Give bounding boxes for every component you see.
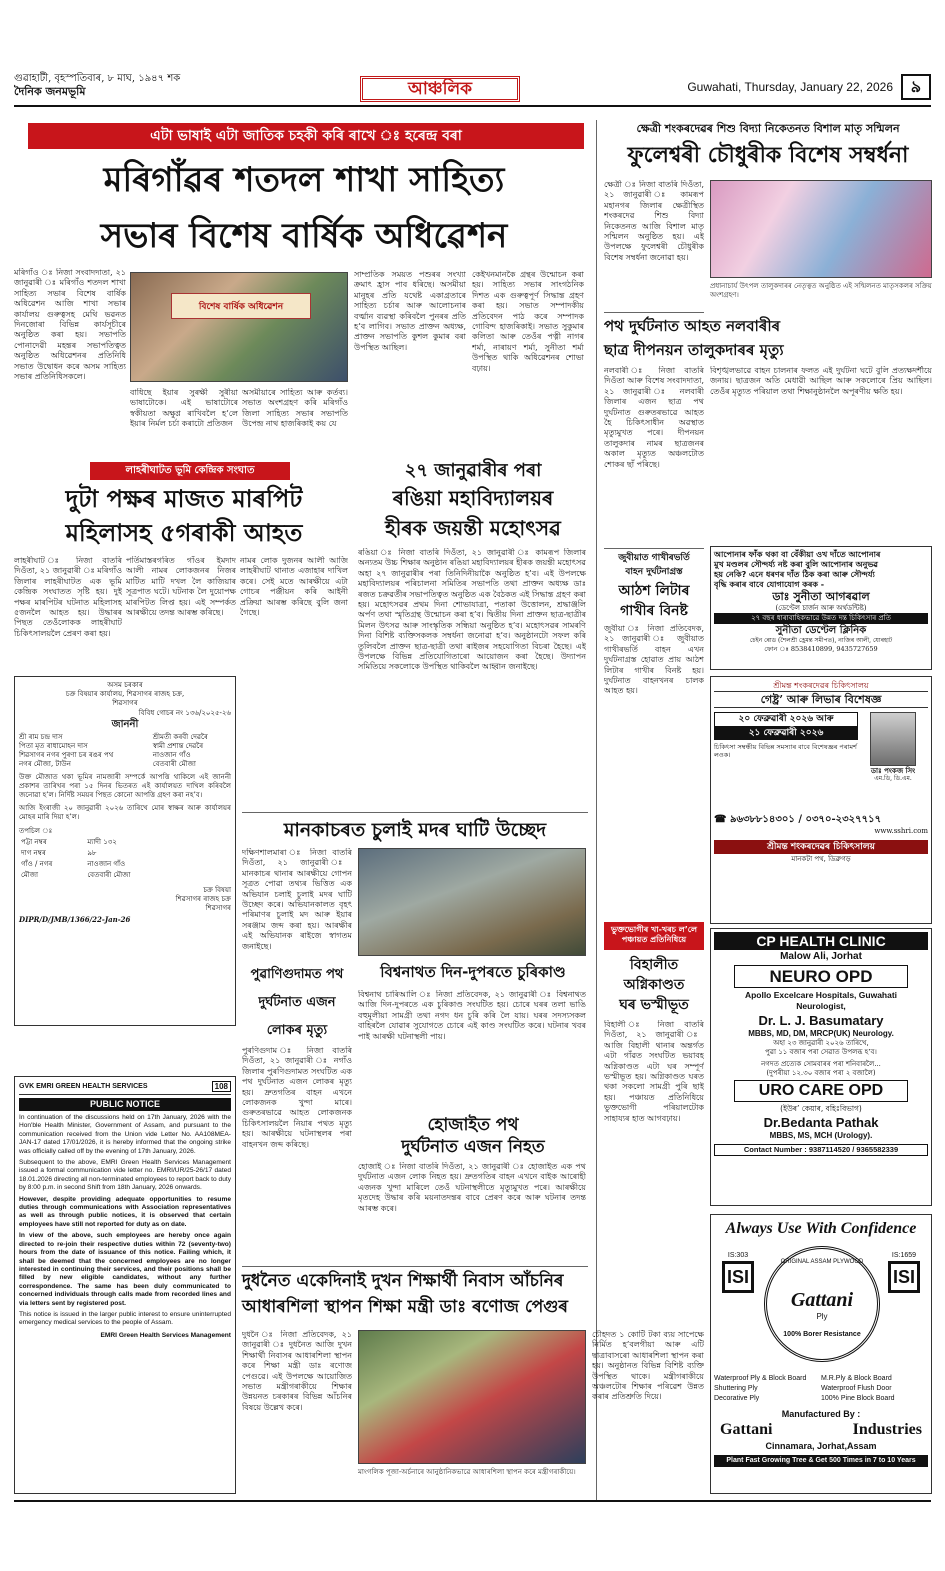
story5-headline-2: দুৰ্ঘটনাত এজন: [258, 995, 336, 1010]
isi-mark-icon: ISI: [722, 1261, 754, 1293]
table-cell: শিৱসাগৰ নগৰ পুৰণা চৰ ৰঙৰ পথ: [19, 751, 114, 759]
gastro-ad-date-1: ২০ ফেব্ৰুৱাৰী ২০২৬ আৰু: [714, 712, 858, 727]
notice-schedule-label: তপচিল ঃ: [19, 827, 53, 835]
doctor-photo: [870, 712, 916, 766]
top-rule: [14, 105, 931, 107]
table-cell: ম্যাদী ১৩২: [87, 838, 117, 846]
cp-ad-degree-1: MBBS, MD, DM, MRCP(UK) Neurology.: [748, 1029, 894, 1038]
lead-kicker: এটা ভাষাই এটা জাতিক চহকী কৰি ৰাখে ঃ হৰেন্দ্ৰ বৰা: [28, 123, 584, 149]
dental-ad-clinic: সুনীতা ডেণ্টেল ক্লিনিক: [775, 625, 867, 636]
story11-body-1: নলবাৰী ঃ নিজা বাতৰি দিওঁতা আৰু বিশেষ সংবাদদাতা, ২১ জানুৱাৰী ঃ নলবাৰী জিলাৰ এজন ছাত্ৰ পথ দুৰ্ঘটনাত গুৰুতৰভাৱে আহত হৈ চিকিৎসাধীন অৱস্থাত মৃত্যুমুখত পৰে। দীপনয়ন তালুকদাৰ নামৰ ছাত্ৰজনৰ অকাল মৃত্যুত অঞ্চলটোত শোকৰ ছাঁ পৰিছে।: [604, 366, 704, 469]
gattani-bar: Plant Fast Growing Tree & Get 500 Times in 7 to 10 Years: [714, 1455, 928, 1467]
table-row: [21, 871, 176, 880]
gattani-ring-top: ORIGINAL ASSAM PLYWOOD: [780, 1259, 864, 1265]
story2-body-col-1: লাহৰীঘাট ঃ নিজা বাতৰি দিওঁতা, ২১ জানুৱাৰী ঃ মৰিগাঁও জিলাৰ লাহৰীঘাটত এক ভূমি কেন্দ্ৰিক সংঘাতত সৃষ্টি হয়। দুই পক্ষৰ মাৰপিটৰ ঘটনাত মহিলাসহ ৫জনলৈ আহত হয়। উদ্ধাৰৰ পিছত তেওঁলোকক লাহৰীঘাট চিকিৎসালয়লৈ প্ৰেৰণ কৰা হয়।: [14, 556, 122, 638]
cp-ad-neuro-opd: NEURO OPD: [734, 965, 908, 988]
gattani-brand: Gattani: [790, 1289, 854, 1311]
notice-case: বিবিধ গোচৰ নং ১৩৬/২০২৫-২৬: [138, 709, 231, 717]
notice-title: জাননী: [111, 719, 139, 730]
story3-headline-1: ৰঙিয়া মহাবিদ্যালয়ৰ: [392, 486, 554, 510]
dental-ad: [710, 546, 932, 670]
cp-health-ad: [710, 928, 932, 1206]
story7-headline-1: হোজাইত পথ: [427, 1115, 519, 1135]
gastro-ad-doctor: ডাঃ পংকজ সিং: [870, 766, 916, 775]
dental-ad-line-3: হয় নেকি? এনে ধৰণৰ দাঁত ঠিক কৰা আৰু সৌন্দৰ্য্য: [714, 570, 875, 579]
divider: [604, 312, 704, 313]
story12-body: জুবীয়া ঃ নিজা প্ৰতিবেদক, ২১ জানুৱাৰী ঃ জুবীয়াত গাখীৰভৰ্তি বাহন এখন দুৰ্ঘটনাগ্ৰস্ত হোৱাত প্ৰায় আঠশ লিটাৰ গাখীৰ বিনষ্ট হয়। দুৰ্ঘটনাত বাহনখনৰ চালক আহত হয়।: [604, 624, 704, 696]
list-item: Decorative Ply: [714, 1395, 760, 1402]
gastro-ad-right: [858, 712, 928, 783]
story11-headline-2: ছাত্ৰ দীপনয়ন তালুকদাৰৰ মৃত্যু: [604, 341, 784, 359]
notice-sign-3: শিৱসাগৰ: [205, 904, 231, 912]
story8-headline-2: অগ্নিকাণ্ডত: [623, 977, 685, 993]
dental-ad-line-1: আপোনাৰ ফাঁক থকা বা বেঁকীয়া ওখ দাঁতে আপোনাৰ: [714, 550, 881, 559]
list-item: Waterproof Flush Door: [821, 1385, 892, 1392]
notice-heading-3: শিৱসাগৰ: [112, 699, 138, 707]
dental-ad-phone: ফোন ঃ 8538410899, 9435727659: [764, 645, 878, 653]
gastro-ad-phone: [714, 813, 928, 827]
table-row: [19, 751, 231, 760]
cp-ad-time-1: পুৱা ১১ বজাৰ পৰা সেৱাত উপলব্ধ হ’ব।: [765, 1048, 877, 1056]
masthead-date-en: Guwahati, Thursday, January 22, 2026: [687, 80, 893, 94]
story2-headline-1: দুটা পক্ষৰ মাজত মাৰপিট: [65, 485, 303, 513]
bottom-rule: [14, 1500, 931, 1502]
story3-body: ৰঙিয়া ঃ নিজা বাতৰি দিওঁতা, ২১ জানুৱাৰী ঃ কামৰূপ জিলাৰ অন্যতম উচ্চ শিক্ষাৰ অনুষ্ঠান ৰঙিয়া মহাবিদ্যালয়ৰ হীৰক জয়ন্তী মহোৎসৱ অহা ২৭ জানুৱাৰীৰ পৰা তিনিদিনীয়াকৈ অনুষ্ঠিত হ’ব। এই উপলক্ষে মহাবিদ্যালয়ৰ পৰিচালনা সমিতিৰ সভাপতি তথা প্ৰাক্তন অধ্যক্ষ ডাঃ ৰজত চক্ৰৱৰ্তীৰ সভাপতিত্বত অনুষ্ঠিত এক বৈঠকত এই সিদ্ধান্ত গ্ৰহণ কৰা হয়। মহোৎসৱৰ প্ৰথম দিনা শোভাযাত্ৰা, পতাকা উত্তোলন, শ্ৰদ্ধাঞ্জলি অৰ্পণ তথা স্মৃতিগ্ৰন্থ উন্মোচন কৰা হ’ব। দ্বিতীয় দিনা প্ৰাক্তন ছাত্ৰ-ছাত্ৰীৰ মিলন উৎসৱ আৰু সাংস্কৃতিক সন্ধিয়া অনুষ্ঠিত হ’ব। মহোৎসৱৰ সামৰণি দিনা বিশিষ্ট ব্যক্তিসকলক সম্বৰ্ধনা জনোৱা হ’ব। অনুষ্ঠানটো সফল কৰি তুলিবলৈ প্ৰাক্তন ছাত্ৰ-ছাত্ৰী তথা ৰাইজৰ সহযোগিতা বিচৰা হৈছে। এই উপলক্ষে বিভিন্ন প্ৰতিযোগিতাৰো আয়োজন কৰা হৈছে। উদ্যাপন সমিতিয়ে সকলোকে উপস্থিত থাকিবলৈ আহ্বান জনাইছে।: [358, 548, 586, 672]
story12-kicker-1: জুবীয়াত গাখীৰভৰ্তি: [618, 553, 690, 563]
notice-ref: DIPR/D/JMB/1366/22-Jan-26: [19, 915, 131, 924]
story2-body-col-2: পৰ্তিমাস্তৰগৰিত গাঁওৰ ইমদাদ আলী নামৰ লোকজনৰ নিজৰ মাটিত মাটি দখল লৈ কাজিয়াৰ সূত্ৰপাত ঘটে। ঘটনাক লৈ দুয়োপক্ষ মাৰপিটত লিপ্ত হয়। এই সম্পৰ্কত আৰক্ষীয়ে তদন্ত আৰম্ভ কৰিছে।: [126, 556, 236, 618]
cp-ad-uro-sub: (ইউৰ’ কেয়াৰ, বহিঃবিভাগ): [780, 1104, 862, 1113]
table-cell: পিতা মৃত ৰাধামোহন দাস: [19, 742, 88, 750]
list-item: 100% Pine Block Board: [821, 1395, 895, 1402]
gattani-ad-is-left-block: [718, 1252, 758, 1295]
story4-headline: মানকাচৰত চুলাই মদৰ ঘাটি উচ্ছেদ: [283, 819, 547, 841]
story12-headline-2: গাখীৰ বিনষ্ট: [620, 603, 688, 619]
dental-ad-address: চেইন ৰোড (শৈলশ্ৰী হ্ৰেমন্ত সমীপত), নাজিৰ আলী, যোৰহাট: [749, 637, 893, 644]
dental-ad-bar: ২৭ বছৰ ধাৰাবাহিকভাৱে উন্নত দন্ত চিকিৎসাৰ প্ৰতি: [714, 613, 928, 624]
table-row: [19, 760, 231, 769]
story5-headline-1: পুৱাণিগুদামত পথ: [250, 967, 344, 982]
divider: [242, 1266, 588, 1267]
dental-ad-line-4: বৃদ্ধি কৰাৰ বাবে যোগাযোগ কৰক -: [714, 580, 825, 589]
table-cell: শ্ৰী ৰাম চন্দ্ৰ দাস: [19, 733, 63, 741]
lead-body-col-3: অসমীয়াৰে সাহিত্য আৰু কৰ্তব্য। সভাত অংশগ্ৰহণ কৰি মৰিগাঁও জিলা সাহিত্য সভাৰ সভাপতি উপেন্দ্ৰ নাথ হাজৰিকাই কয় যে: [242, 388, 348, 429]
gastro-ad-phone-number: ৯৬৩৮৮১৪৩০১ / ০৩৭০-২৩২৭৭১৭: [729, 814, 882, 825]
gattani-ad-headline: Always Use With Confidence: [725, 1220, 917, 1237]
lead-photo: [130, 272, 348, 382]
story7-headline-2: দুৰ্ঘটনাত এজন নিহত: [401, 1137, 545, 1157]
page-number: ৯: [901, 74, 931, 100]
cp-ad-sub: Malow Ali, Jorhat: [780, 951, 862, 962]
cp-ad-degree-2: MBBS, MS, MCH (Urology).: [769, 1131, 873, 1140]
emri-108-badge: 108: [212, 1081, 231, 1092]
story8-body: বিহালী ঃ নিজা বাতৰি দিওঁতা, ২১ জানুৱাৰী ঃ আজি বিহালী থানাৰ অন্তৰ্গত এটা গাঁৱত সংঘটিত ভয়াবহ অগ্নিকাণ্ডত এটা ঘৰ সম্পূৰ্ণ ভস্মীভূত হয়। অগ্নিকাণ্ডত ঘৰত থকা সকলো সামগ্ৰী পুৰি ছাই হয়। পঞ্চায়ত প্ৰতিনিধিয়ে ভুক্তভোগী পৰিয়ালটোক সাহায্যৰ হাত আগবঢ়ায়।: [604, 1020, 704, 1123]
gattani-ad-is-right: IS:1659: [891, 1252, 917, 1259]
gastro-ad-brand: শ্ৰীমন্ত শংকৰদেৱৰ চিকিৎসালয়: [773, 681, 869, 690]
story10-photo: [710, 180, 932, 278]
lead-body-col-1: মৰিগাঁও ঃ নিজা সংবাদদাতা, ২১ জানুৱাৰী ঃ মৰিগাঁও শতদল শাখা সাহিত্য সভাৰ বিশেষ বাৰ্ষিক অধিৱেশন আজি শাখা সভাৰ কাৰ্যালয় গুৰুত্বসহ মেথি ভৱনত দিনজোৰা বিভিন্ন কাৰ্যসূচীৰে অনুষ্ঠিত কৰা হয়। সভাপতি পোনাদেৱী মহন্তৰ সভাপতিত্বত অনুষ্ঠিত অধিৱেশনৰ প্ৰতিনিধি সভাত উদ্বোধন কৰে অসম সাহিত্য সভাৰ প্ৰতিনিধিসকলে।: [14, 268, 126, 382]
cp-ad-note: নগদত প্ৰত্যেক সোমবাৰৰ পৰা শনিবাৰলৈ...: [761, 1060, 881, 1068]
gattani-ad-is-left: IS:303: [727, 1252, 749, 1259]
story4-photo: [358, 848, 586, 956]
notice-schedule: [19, 836, 178, 882]
table-cell: নগৰ মৌজা, টাউন: [19, 760, 71, 768]
gattani-ad-is-right-block: [884, 1252, 924, 1295]
notice-sign-2: শিৱসাগৰ ৰাজহ চক্ৰ: [175, 895, 231, 903]
emri-p3: However, despite providing adequate opportunities to resume duties through communications with Association representatives as well as through public notices, it is observed that certain employees have still not reported for duty as on date.: [19, 1195, 231, 1228]
notice-heading-1: অসম চৰকাৰ: [107, 681, 143, 689]
story10-headline: ফুলেশ্বৰী চৌধুৰীক বিশেষ সম্বৰ্ধনা: [627, 143, 909, 168]
story8-headline-3: ঘৰ ভস্মীভূত: [619, 997, 689, 1013]
story12-headline-1: আঠশ লিটাৰ: [618, 583, 690, 599]
dental-ad-degree: (ডেণ্টেল চাৰ্জন আৰু অৰ্থডন্টিষ্ট): [775, 604, 867, 612]
notice-parties: [19, 733, 231, 769]
cp-ad-note-2: (দুপৰীয়া ১২.৩০ বজাৰ পৰা ২ বজালৈ): [766, 1069, 876, 1077]
story10-caption: প্ৰধানাচাৰ্য উৎপল তালুকদাৰৰ নেতৃত্বত অনুষ্ঠিত এই সন্মিলনত মাতৃসকলৰ সক্ৰিয় অংশগ্ৰহণ।: [710, 282, 932, 299]
table-cell: দাগ নম্বৰ: [21, 849, 46, 857]
story5-headline-3: লোকৰ মৃত্যু: [266, 1023, 328, 1038]
story9-caption: মাংগলিক পূজা-অৰ্চনাৰে আনুষ্ঠানিকভাৱে আধাৰশিলা স্থাপন কৰে মন্ত্ৰীগৰাকীয়ে।: [358, 1468, 576, 1476]
story9-headline-2: আধাৰশিলা স্থাপন শিক্ষা মন্ত্ৰী ডাঃ ৰণোজ পেগুৰ: [242, 1297, 568, 1317]
table-row: [21, 860, 176, 869]
masthead-paper-name: দৈনিক জনমভূমি: [14, 85, 86, 98]
table-cell: নাওজান গাঁও: [87, 860, 126, 868]
story8-headline-1: বিহালীত: [629, 957, 679, 973]
cp-ad-contact: Contact Number : 9387114520 / 9365582339: [714, 1144, 928, 1156]
table-cell: বেতবাৰী মৌজা: [87, 871, 131, 879]
table-cell: নাওজান গাঁও: [152, 751, 191, 759]
gattani-products-left: [714, 1374, 821, 1404]
table-cell: শ্ৰীমতী কৰবী দেৱৰৈ: [152, 733, 208, 741]
story9-body-1: দুধনৈ ঃ নিজা প্ৰতিবেদক, ২১ জানুৱাৰী ঃ দুধনৈত আজি দুখন শিক্ষাৰ্থী নিবাসৰ আধাৰশিলা স্থাপন কৰে শিক্ষা মন্ত্ৰী ডাঃ ৰণোজ পেগুৱে। এই উপলক্ষে আয়োজিত সভাত মন্ত্ৰীগৰাকীয়ে শিক্ষাৰ উন্নয়নত চৰকাৰৰ বিভিন্ন আঁচনিৰ বিষয়ে উল্লেখ কৰে।: [242, 1330, 352, 1412]
story3-kicker: ২৭ জানুৱাৰীৰ পৰা: [404, 460, 542, 481]
gastro-ad-desc: চিকিৎসা সম্বন্ধীয় বিভিন্ন সমস্যাৰ বাবে বিশেষজ্ঞৰ পৰামৰ্শ লওক।: [714, 743, 857, 759]
gastro-ad-footer-addr: মানকটা পথ, ডিব্ৰুগড়: [791, 855, 851, 863]
divider: [242, 812, 588, 813]
emri-header: [19, 1081, 231, 1095]
notice-sign-1: চক্ৰ বিষয়া: [203, 886, 231, 894]
cp-ad-doctor-1: Dr. L. J. Basumatary: [758, 1013, 884, 1028]
gattani-logo-ring: [764, 1246, 880, 1362]
story3-headline-2: হীৰক জয়ন্তী মহোৎসৱ: [385, 516, 561, 540]
story10-body: ক্ষেত্ৰী ঃ নিজা বাতৰি দিওঁতা, ২১ জানুৱাৰী ঃ কামৰূপ মহানগৰ জিলাৰ ক্ষেত্ৰীস্থিত শংকৰদেৱ শিশু বিদ্যা নিকেতনত আজি বিশাল মাতৃ সন্মিলন অনুষ্ঠিত হয়। এই উপলক্ষে ফুলেশ্বৰী চৌধুৰীক বিশেষ সম্বৰ্ধনা জনোৱা হয়।: [604, 180, 704, 262]
gattani-ad-logo-row: [714, 1244, 928, 1374]
table-row: [19, 742, 231, 751]
story11-body-2: বিশৃঙ্খলভাৱে বাহন চালনাৰ ফলত এই দুৰ্ঘটনা ঘটে বুলি প্ৰত্যক্ষদৰ্শীয়ে জনায়। ছাত্ৰজন অতি মেধাৱী আছিল আৰু সকলোৰে প্ৰিয় আছিল। তেওঁৰ মৃত্যুত পৰিয়াল তথা শিক্ষানুষ্ঠানলৈ অপূৰণীয় ক্ষতি হয়।: [710, 366, 932, 396]
lead-body-col-5: কেইখনমানকৈ গ্ৰন্থৰ উন্মোচন কৰা হয়। সাহিত্য সভাৰ সাংগঠনিক দিশত এক গুৰুত্বপূৰ্ণ সিদ্ধান্ত গ্ৰহণ কৰা হয়। সভাত সম্পাদকীয় প্ৰতিবেদন পাঠ কৰে সম্পাদক গোবিন্দ হাজৰিকাই। সভাত সুকুমাৰ কলিতা আৰু তেওঁৰ পত্নী নাগৰ শৰ্মা, নাৰায়ণ শৰ্মা, সুনীতা শৰ্মা উপস্থিত থাকি অধিৱেশনৰ শোভা বঢ়ায়।: [472, 270, 584, 373]
gastro-ad-title: গেষ্ট্ৰ’ আৰু লিভাৰ বিশেষজ্ঞ: [714, 691, 928, 708]
dental-ad-line-2: মুখ মণ্ডলৰ সৌন্দৰ্য্য নষ্ট কৰা বুলি আপোনাৰ অনুভৱ: [714, 560, 878, 569]
story5-body: পুৰণিগুদাম ঃ নিজা বাতৰি দিওঁতা, ২১ জানুৱাৰী ঃ নগাঁও জিলাৰ পুৰণিগুদামত সংঘটিত এক পথ দুৰ্ঘটনাত এজন লোকৰ মৃত্যু হয়। দ্ৰুতগতিৰ বাহন এখনে লোকজনক খুন্দা মাৰে। গুৰুতৰভাৱে আহত লোকজনক চিকিৎসালয়লৈ নিয়াৰ পথত মৃত্যু হয়। আৰক্ষীয়ে ঘটনাস্থলৰ পৰা বাহনখন জব্দ কৰিছে।: [242, 1046, 352, 1149]
gastro-ad: [710, 676, 932, 924]
dental-ad-doctor: ডাঃ সুনীতা আগৰৱাল: [772, 590, 870, 603]
emri-title: PUBLIC NOTICE: [19, 1098, 231, 1111]
story9-photo: [358, 1330, 586, 1464]
emri-p2: Subsequent to the above, EMRI Green Health Services Management issued a formal communication vide letter no. EMRI/UR/25-26/17 dated 18.01.2026 directing all non-terminated employees to report back to duty by 8:00 p.m. in second Shift from 18th January, 2026 onwards.: [19, 1159, 231, 1192]
story11-headline-1: পথ দুৰ্ঘটনাত আহত নলবাৰীৰ: [604, 317, 781, 335]
cp-ad-uro-opd: URO CARE OPD: [734, 1080, 908, 1102]
column-divider: [596, 120, 597, 1500]
story12-kicker-2: বাহন দুৰ্ঘটনাগ্ৰস্ত: [625, 567, 683, 577]
gattani-ad: [710, 1214, 932, 1494]
emri-p1: In continuation of the discussions held on 17th January, 2026 with the Hon'ble Health Minister, Government of Assam, and pursuant to the communication received from the Union vide Letter No. AA108MEA-JAN-17 dated 17/01/2026, it is hereby informed that the ongoing strike was officially called off by the evening of 17th January, 2026.: [19, 1114, 231, 1155]
story2-kicker: লাহৰীঘাটত ভূমি কেন্দ্ৰিক সংঘাত: [90, 462, 290, 480]
list-item: Shuttering Ply: [714, 1385, 758, 1392]
gattani-brand-sub: Ply: [816, 1312, 828, 1321]
gastro-ad-left: [714, 712, 858, 783]
notice-footer: আজি ইংৰাজী ২০ জানুৱাৰী ২০২৬ তাৰিখে মোৰ স্বাক্ষৰ আৰু কাৰ্যালয়ৰ মোহৰ মাৰি দিয়া হ’ল।: [19, 804, 231, 821]
masthead-date-as: গুৱাহাটী, বৃহস্পতিবাৰ, ৮ মাঘ, ১৯৪৭ শক: [14, 73, 181, 84]
cp-ad-hospital: Apollo Excelcare Hospitals, Guwahati: [744, 990, 898, 1000]
gastro-ad-web[interactable]: www.sshri.com: [874, 827, 928, 835]
list-item: M.R.Ply & Block Board: [821, 1375, 892, 1382]
divider: [604, 548, 704, 549]
gattani-products-right: [821, 1374, 928, 1404]
notice-heading-2: চক্ৰ বিষয়াৰ কাৰ্যালয়, শিৱসাগৰ ৰাজহ চক্ৰ,: [65, 690, 185, 698]
emri-p5: This notice is issued in the larger public interest to ensure uninterrupted emergency medical services to the people of Assam.: [19, 1310, 231, 1327]
cp-ad-title: CP HEALTH CLINIC: [714, 932, 928, 950]
story7-body: হোজাই ঃ নিজা বাতৰি দিওঁতা, ২১ জানুৱাৰী ঃ হোজাইত এক পথ দুৰ্ঘটনাত এজন লোক নিহত হয়। দ্ৰুতগতিৰ বাহন এখনে বাইক আৰোহী এজনক খুন্দা মাৰিলে তেওঁ ঘটনাস্থলীতে মৃত্যুমুখত পৰে। আৰক্ষীয়ে মৃতদেহ উদ্ধাৰ কৰি ময়নাতদন্তৰ বাবে প্ৰেৰণ কৰে আৰু ঘটনাৰ তদন্ত আৰম্ভ কৰে।: [358, 1162, 586, 1213]
gastro-ad-footer: শ্ৰীমন্ত শংকৰদেৱৰ চিকিৎসালয়: [714, 840, 928, 854]
story10-kicker: ক্ষেত্ৰী শংকৰদেৱৰ শিশু বিদ্যা নিকেতনত বিশাল মাতৃ সন্মিলন: [636, 122, 900, 135]
story9-body-2: চৌহদত ১ কোটি টকা ব্যয় সাপেক্ষে নিৰ্মিত হ’বলগীয়া আৰু এটি ছাত্ৰাবাসৰো আধাৰশিলা স্থাপন কৰা হয়। অনুষ্ঠানত বিভিন্ন বিশিষ্ট ব্যক্তি উপস্থিত থাকে। মন্ত্ৰীগৰাকীয়ে অঞ্চলটোৰ শিক্ষাৰ পৰিৱেশ উন্নত কৰাৰ প্ৰতিশ্ৰুতি দিয়ে।: [592, 1330, 704, 1402]
cp-ad-date-1: অহা ২৩ জানুৱাৰী ২০২৬ তাৰিখে,: [773, 1039, 869, 1047]
story8-kicker: ভুক্তভোগীৰ খা-খৰচ ল’লে পঞ্চায়ত প্ৰতিনিধিয়ে: [604, 922, 704, 950]
table-row: [19, 733, 231, 742]
section-title: আঞ্চলিক: [360, 76, 520, 102]
story2-body-col-3: নামৰ লোক দুজনৰ আলী আজি লাহৰীঘাট থানাত এজাহাৰ দাখিল কৰে। সেই মতে আৰক্ষীয়ে এটা গোচৰ পঞ্জীয়ন কৰি আইনী প্ৰক্ৰিয়া আৰম্ভ কৰিছে বুলি জনা গৈছে।: [240, 556, 348, 618]
table-cell: স্বামী প্ৰশান্ত দেৱৰৈ: [152, 742, 204, 750]
table-cell: মৌজা: [21, 871, 39, 879]
notice-body: উক্ত মৌজাত থকা ভূমিৰ নামজাৰী সম্পৰ্কে আপত্তি থাকিলে এই জাননী প্ৰকাশৰ তাৰিখৰ পৰা ১৫ দিনৰ ভিতৰত এই কাৰ্যালয়ত দাখিল কৰিবলৈ জনোৱা হ’ল। নিৰ্দিষ্ট সময়ৰ পিছত কোনো আপত্তি গ্ৰহণ কৰা নহ’ব।: [19, 773, 231, 799]
isi-mark-icon: ISI: [888, 1261, 920, 1293]
list-item: Waterproof Ply & Block Board: [714, 1375, 807, 1382]
lead-headline-1: মৰিগাঁৱৰ শতদল শাখা সাহিত্য: [103, 160, 505, 200]
masthead-left: [14, 72, 314, 98]
story4-body: দক্ষিণশালমাৰা ঃ নিজা বাতৰি দিওঁতা, ২১ জানুৱাৰী ঃ মানকাচৰ থানাৰ আৰক্ষীয়ে গোপন সূত্ৰত পোৱা তথ্যৰ ভিত্তিত এক অভিযান চলাই চুলাই মদৰ ঘাটি উচ্ছেদ কৰে। অভিযানকালত বৃহৎ পৰিমাণৰ চুলাই মদ আৰু ইয়াৰ সৰঞ্জাম জব্দ কৰা হয়। আৰক্ষীৰ এই অভিযানক ৰাইজে স্বাগতম জনাইছে।: [242, 848, 352, 951]
lead-headline-2: সভাৰ বিশেষ বাৰ্ষিক অধিৱেশন: [100, 216, 508, 256]
emri-p4: In view of the above, such employees are hereby once again directed to re-join their respective duties within 72 (seventy-two) hours from the date of issuance of this notice. Failing which, it shall be deemed that the concerned employees are no longer interested in continuing their services, and their positions shall be filled by new eligible candidates, without any further correspondence. The same has been duly communicated to concerned individuals through calls made from recorded lines and via letters sent by registered post.: [19, 1232, 231, 1307]
gattani-mfd: Manufactured By :: [781, 1409, 861, 1419]
gastro-ad-body: [714, 712, 928, 783]
table-cell: বেতবাৰী মৌজা: [152, 760, 196, 768]
table-cell: ৯৮: [87, 849, 97, 857]
gattani-address: Cinnamara, Jorhat,Assam: [765, 1441, 877, 1451]
emri-public-notice: [14, 1076, 236, 1494]
story6-headline: বিশ্বনাথত দিন-দুপৰতে চুৰিকাণ্ড: [380, 963, 566, 981]
table-row: [21, 838, 176, 847]
gattani-company-2: Industries: [852, 1421, 922, 1438]
story2-headline-2: মহিলাসহ ৫গৰাকী আহত: [65, 519, 303, 547]
table-row: [21, 849, 176, 858]
gattani-company: [714, 1420, 928, 1440]
gastro-ad-doctor-deg: এম.ডি, ডি.এম.: [874, 775, 912, 782]
gattani-products: [714, 1374, 928, 1404]
lead-body-col-4: সাম্প্ৰতিক সময়ত পশুৰৰ সংখ্যা ক্ৰমাৎ হ্ৰাস পাব ধৰিছে। অসমীয়া মানুহৰ প্ৰতি যথেষ্ট একাগ্ৰতাৰে সাহিত্য চৰ্চাৰ আৰু আলোচনাৰ বৰ্ত্মান ব্যৱস্থা কৰিবলৈ পুনৰৰ প্ৰতি হ’ব লাগিব। সভাত প্ৰাক্তন অধ্যক্ষ, প্ৰাক্তন সভাপতি কুশল কুমাৰ বৰা উপস্থিত আছিল।: [354, 270, 466, 352]
gattani-ring-bottom: 100% Borer Resistance: [783, 1331, 861, 1338]
cp-ad-role: Neurologist,: [796, 1001, 846, 1011]
story6-body: বিশ্বনাথ চাৰিআলি ঃ নিজা প্ৰতিবেদক, ২১ জানুৱাৰী ঃ বিশ্বনাথত আজি দিন-দুপৰতে এক চুৰিকাণ্ড সংঘটিত হয়। চোৰে ঘৰৰ তলা ভাঙি বহুমূলীয়া সামগ্ৰী তথা নগদ ধন চুৰি কৰি লৈ যায়। ঘৰৰ সদস্যসকল বাহিৰলৈ যোৱাৰ সুযোগতে চোৰে এই কাণ্ড সংঘটিত কৰে। ঘটনাৰ খবৰ পাই আৰক্ষী ঘটনাস্থলী পায়।: [358, 990, 586, 1041]
story9-headline-1: দুধনৈত একেদিনাই দুখন শিক্ষাৰ্থী নিবাস আঁচনিৰ: [242, 1271, 564, 1291]
emri-logo: GVK EMRI GREEN HEALTH SERVICES: [19, 1083, 148, 1090]
table-cell: পট্টা নম্বৰ: [21, 838, 47, 846]
govt-notice: [14, 676, 236, 1026]
gastro-ad-date-2: ২১ ফেব্ৰুৱাৰী ২০২৬: [714, 727, 858, 740]
table-cell: গাঁও / নগৰ: [21, 860, 53, 868]
emri-signature: EMRI Green Health Services Management: [100, 1331, 231, 1339]
lead-body-col-2: বাধিছে ইয়াৰ সুৰক্ষী সুৰীয়া ভাষাটোকে। এই ভাষাটোৰে স্বকীয়তা অক্ষুণ্ণ ৰাখিবলৈ হ’লে ইয়াৰ নিৰ্মল চৰ্চা কৰাটো প্ৰতিজন: [130, 388, 238, 429]
gattani-company-1: Gattani: [720, 1421, 773, 1438]
cp-ad-doctor-2: Dr.Bedanta Pathak: [763, 1115, 879, 1130]
phone-icon: ☎: [714, 814, 727, 825]
lead-photo-banner: বিশেষ বাৰ্ষিক অধিৱেশন: [171, 293, 311, 319]
